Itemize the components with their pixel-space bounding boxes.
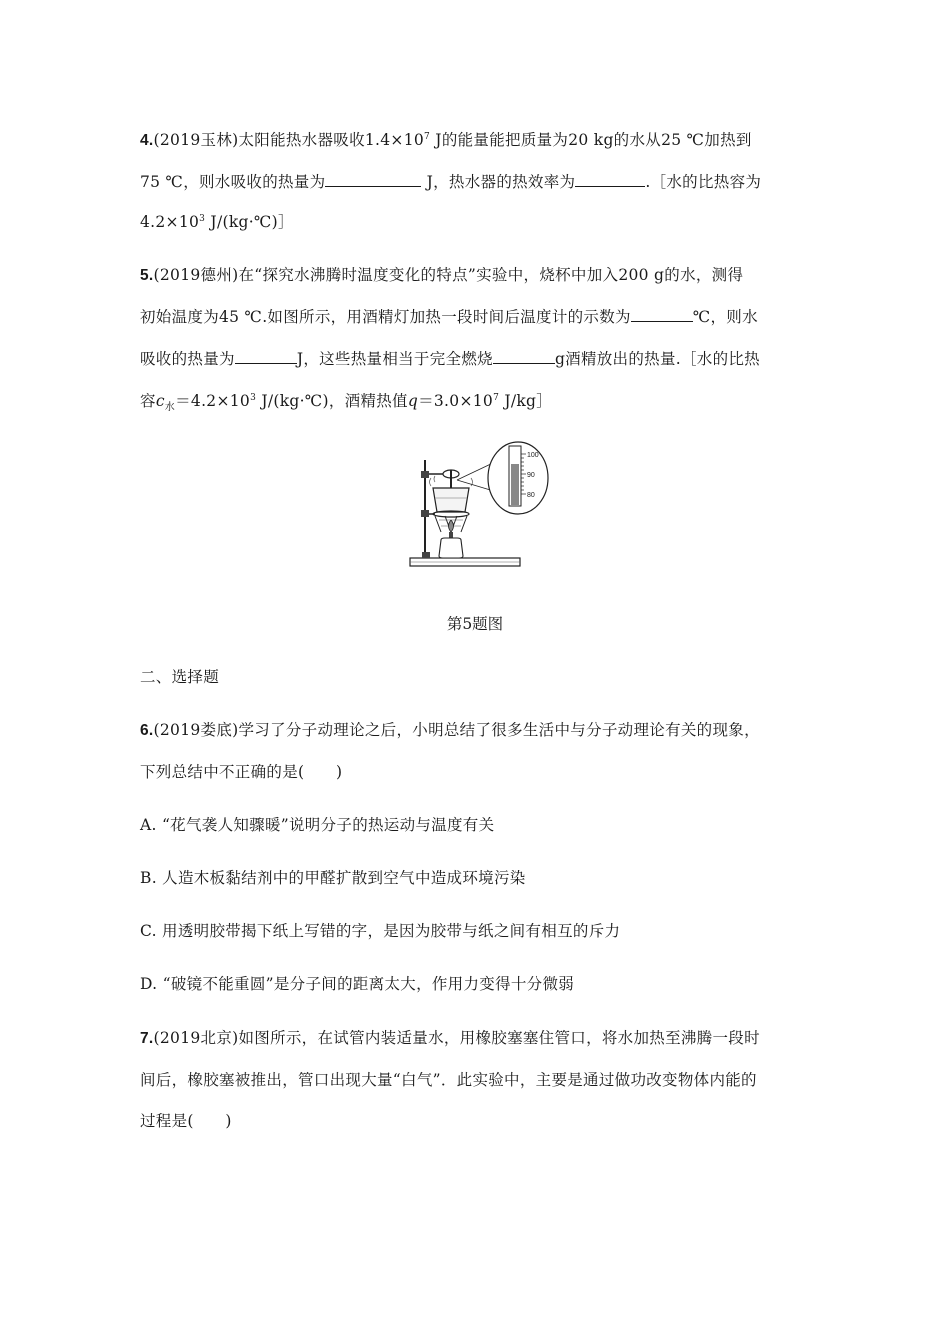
- figure-caption: 第5题图: [446, 615, 504, 633]
- q4-text: 4.2×10: [140, 213, 200, 231]
- q7-source: (2019北京): [153, 1029, 239, 1047]
- tick-label-100: 100: [527, 452, 539, 459]
- q5-subscript: 水: [164, 402, 176, 414]
- q5-symbol-c: c: [155, 392, 165, 410]
- q6-text: 下列总结中不正确的是( ): [140, 763, 343, 781]
- q4-source: (2019玉林): [153, 131, 239, 149]
- q6-option-a[interactable]: A. “花气袭人知骤暖”说明分子的热运动与温度有关: [140, 816, 495, 834]
- lower-clamp: [421, 510, 429, 517]
- stand-foot: [422, 552, 430, 558]
- q6-text: 学习了分子动理论之后，小明总结了很多生活中与分子动理论有关的现象，: [238, 721, 760, 739]
- q4-text: 75 ℃，则水吸收的热量为: [140, 173, 326, 191]
- q4-text: J/(kg·℃)］: [205, 213, 294, 231]
- q7-line-2: [140, 1068, 757, 1090]
- upper-clamp: [421, 471, 429, 478]
- q4-exponent: 7: [424, 132, 431, 142]
- q6-line-1: [140, 718, 760, 740]
- q4-line-1: [140, 128, 752, 150]
- alcohol-lamp: [439, 538, 463, 558]
- q6-source: (2019娄底): [153, 721, 239, 739]
- q5-blank-heat[interactable]: [235, 349, 297, 364]
- q5-source: (2019德州): [153, 266, 239, 284]
- q5-text: ＝4.2×10: [175, 392, 251, 410]
- q5-text: 容: [140, 392, 156, 410]
- q5-blank-mass[interactable]: [493, 349, 555, 364]
- q7-line-3: [140, 1109, 232, 1131]
- q5-line-1: [140, 263, 743, 285]
- tick-label-80: 80: [527, 492, 535, 499]
- q6-option-b[interactable]: B. 人造木板黏结剂中的甲醛扩散到空气中造成环境污染: [140, 869, 526, 887]
- mercury-column: [511, 464, 519, 505]
- q5-blank-temperature[interactable]: [631, 307, 693, 322]
- q5-text: 吸收的热量为: [140, 350, 235, 368]
- flame: [449, 520, 454, 532]
- q7-text: 间后，橡胶塞被推出，管口出现大量“白气”．此实验中，主要是通过做功改变物体内能的: [140, 1071, 757, 1089]
- q5-symbol-q: q: [407, 392, 419, 410]
- beaker: [433, 488, 469, 512]
- q5-line-3: [140, 347, 760, 369]
- q5-line-2: [140, 305, 758, 327]
- q5-text: 在“探究水沸腾时温度变化的特点”实验中，烧杯中加入200 g的水，测得: [238, 266, 744, 284]
- q4-text: J，热水器的热效率为: [421, 173, 576, 191]
- q5-text: J/kg］: [499, 392, 553, 410]
- q5-text: J/(kg·℃)，酒精热值: [256, 392, 408, 410]
- q5-number: 5.: [140, 267, 154, 284]
- q4-blank-heat[interactable]: [325, 172, 421, 187]
- q7-text: 如图所示，在试管内装适量水，用橡胶塞塞住管口，将水加热至沸腾一段时: [238, 1029, 760, 1047]
- q4-line-3: [140, 210, 294, 232]
- q5-text: J，这些热量相当于完全燃烧: [296, 350, 493, 368]
- q5-text: 初始温度为45 ℃.如图所示，用酒精灯加热一段时间后温度计的示数为: [140, 308, 631, 326]
- q5-text: g酒精放出的热量.［水的比热: [554, 350, 760, 368]
- q4-text: .［水的比热容为: [645, 173, 762, 191]
- section-heading: 二、选择题: [140, 668, 220, 686]
- q5-exponent: 3: [250, 393, 257, 403]
- q7-text: 过程是( ): [140, 1112, 232, 1130]
- q7-number: 7.: [140, 1030, 154, 1047]
- q7-line-1: [140, 1026, 760, 1048]
- q4-blank-efficiency[interactable]: [575, 172, 645, 187]
- q5-exponent: 7: [493, 393, 500, 403]
- q5-text: ＝3.0×10: [418, 392, 494, 410]
- q6-line-2: [140, 760, 342, 782]
- boiling-water-apparatus-figure: [405, 440, 555, 574]
- q4-text: 太阳能热水器吸收1.4×10: [238, 131, 425, 149]
- q5-text: ℃，则水: [692, 308, 758, 326]
- q6-number: 6.: [140, 722, 154, 739]
- q4-line-2: [140, 170, 761, 192]
- q4-number: 4.: [140, 132, 154, 149]
- q5-line-4: [140, 389, 553, 414]
- tick-label-90: 90: [527, 472, 535, 479]
- q6-option-c[interactable]: C. 用透明胶带揭下纸上写错的字，是因为胶带与纸之间有相互的斥力: [140, 922, 621, 940]
- q6-option-d[interactable]: D. “破镜不能重圆”是分子间的距离太大，作用力变得十分微弱: [140, 975, 575, 993]
- q4-exponent: 3: [199, 214, 206, 224]
- q4-text: J的能量能把质量为20 kg的水从25 ℃加热到: [430, 131, 752, 149]
